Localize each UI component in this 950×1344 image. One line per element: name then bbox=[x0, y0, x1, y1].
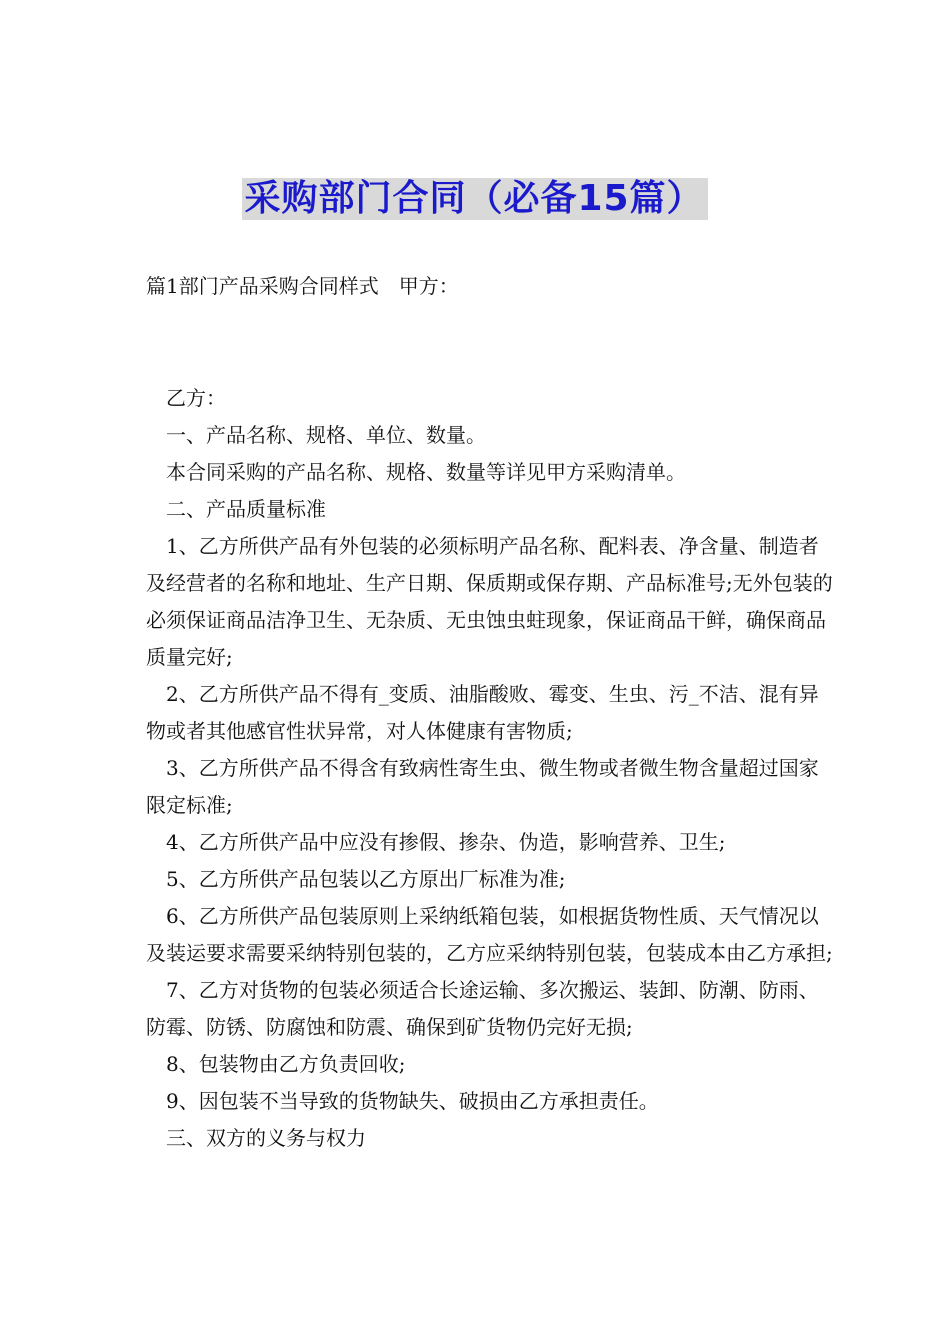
paragraph: 5、乙方所供产品包装以乙方原出厂标准为准; bbox=[166, 867, 566, 891]
paragraph: 一、产品名称、规格、单位、数量。 bbox=[166, 423, 486, 447]
paragraph: 三、双方的义务与权力 bbox=[166, 1126, 366, 1150]
paragraph: 7、乙方对货物的包装必须适合长途运输、多次搬运、装卸、防潮、防雨、防霉、防锈、防腐蚀和防震、确保到矿货物仍完好无损; bbox=[146, 978, 819, 1039]
paragraph: 9、因包装不当导致的货物缺失、破损由乙方承担责任。 bbox=[166, 1089, 659, 1113]
paragraph: 2、乙方所供产品不得有_变质、油脂酸败、霉变、生虫、污_不洁、混有异物或者其他感官性状异常，对人体健康有害物质; bbox=[146, 682, 819, 743]
paragraph: 4、乙方所供产品中应没有掺假、掺杂、伪造，影响营养、卫生; bbox=[166, 830, 726, 854]
paragraph: 1、乙方所供产品有外包装的必须标明产品名称、配料表、净含量、制造者及经营者的名称和地址、生产日期、保质期或保存期、产品标准号;无外包装的必须保证商品洁净卫生、无杂质、无虫蚀虫蛀现象，保证商品干鲜，确保商品质量完好; bbox=[146, 534, 833, 669]
paragraph: 乙方： bbox=[166, 386, 226, 410]
paragraph: 本合同采购的产品名称、规格、数量等详见甲方采购清单。 bbox=[166, 460, 686, 484]
intro-line: 篇1部门产品采购合同样式 甲方： bbox=[146, 274, 459, 298]
title-container bbox=[0, 178, 950, 220]
document-body bbox=[146, 380, 836, 1157]
paragraph: 二、产品质量标准 bbox=[166, 497, 326, 521]
paragraph: 8、包装物由乙方负责回收; bbox=[166, 1052, 406, 1076]
paragraph: 6、乙方所供产品包装原则上采纳纸箱包装，如根据货物性质、天气情况以及装运要求需要采纳特别包装的，乙方应采纳特别包装，包装成本由乙方承担; bbox=[146, 904, 833, 965]
document-title: 采购部门合同（必备15篇） bbox=[242, 178, 707, 220]
paragraph: 3、乙方所供产品不得含有致病性寄生虫、微生物或者微生物含量超过国家限定标准; bbox=[146, 756, 819, 817]
